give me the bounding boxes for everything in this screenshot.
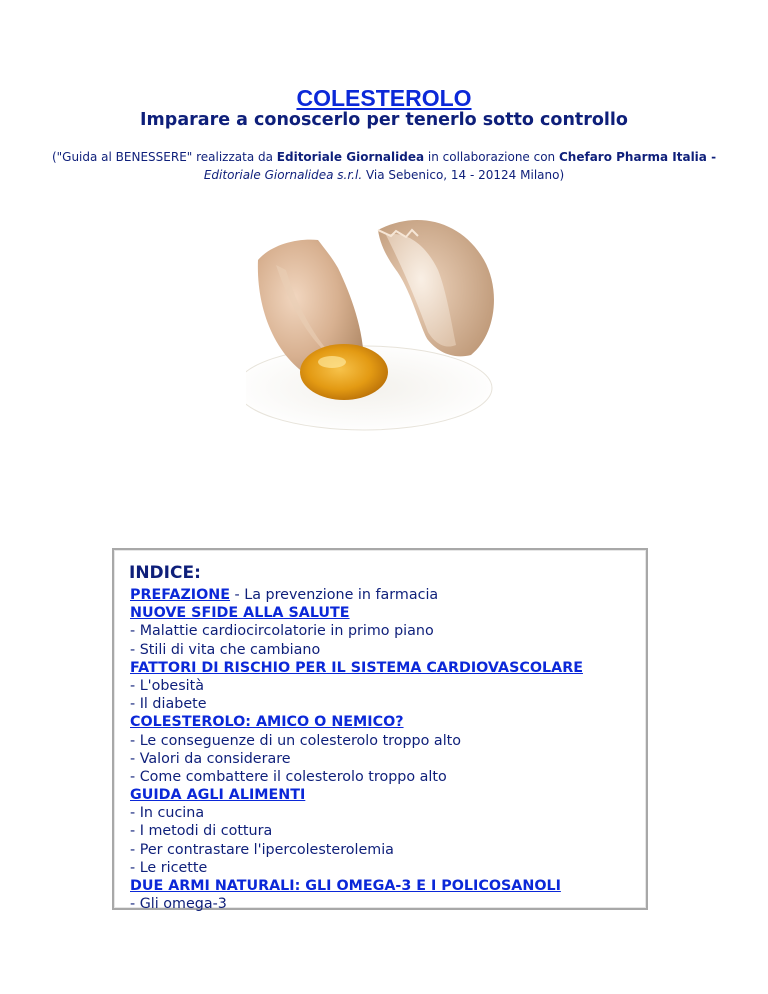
index-row-section-3 xyxy=(130,713,640,731)
link-guida-alimenti[interactable]: GUIDA AGLI ALIMENTI xyxy=(130,787,306,804)
index-item: - I metodi di cottura xyxy=(130,823,273,840)
index-item: - Valori da considerare xyxy=(130,750,291,767)
page-subtitle: Imparare a conoscerlo per tenerlo sotto controllo xyxy=(140,110,628,130)
link-due-armi[interactable]: DUE ARMI NATURALI: GLI OMEGA-3 E I POLICOSANOLI xyxy=(130,878,561,894)
link-nuove-sfide[interactable]: NUOVE SFIDE ALLA SALUTE xyxy=(130,605,350,622)
link-prefazione[interactable]: PREFAZIONE xyxy=(130,587,231,603)
page-title[interactable]: COLESTEROLO xyxy=(296,85,472,111)
link-colesterolo[interactable]: COLESTEROLO: AMICO O NEMICO? xyxy=(130,714,404,731)
credits-open: ("Guida al BENESSERE" realizzata da xyxy=(51,150,277,164)
prefazione-desc: - La prevenzione in farmacia xyxy=(230,587,439,603)
index-row-section-4 xyxy=(130,786,640,804)
credits-company: Editoriale Giornalidea s.r.l. xyxy=(203,168,363,182)
credits-mid: in collaborazione con xyxy=(424,150,559,164)
index-list xyxy=(130,586,640,913)
index-item: - Le conseguenze di un colesterolo troppo alto xyxy=(130,732,462,749)
index-item: - Gli omega-3 xyxy=(130,896,227,913)
credits-address: Via Sebenico, 14 - 20124 Milano) xyxy=(362,168,565,182)
index-item: - L'obesità xyxy=(130,677,205,694)
index-title: INDICE: xyxy=(129,563,201,583)
credits-publisher: Editoriale Giornalidea xyxy=(276,150,425,164)
index-row-section-5 xyxy=(130,877,640,895)
index-item: - In cucina xyxy=(130,805,205,822)
index-item: - Come combattere il colesterolo troppo alto xyxy=(130,768,447,785)
index-row-section-1 xyxy=(130,604,640,622)
index-box xyxy=(112,548,648,913)
index-item: - Malattie cardiocircolatorie in primo piano xyxy=(130,623,434,640)
index-item: - Il diabete xyxy=(130,696,207,713)
index-item: - Stili di vita che cambiano xyxy=(130,641,321,658)
egg-photo xyxy=(246,190,521,460)
credits-note xyxy=(40,148,728,184)
index-item: - Le ricette xyxy=(130,859,208,876)
credits-partner: Chefaro Pharma Italia - xyxy=(558,150,717,164)
index-row-section-2 xyxy=(130,659,640,677)
link-fattori-rischio[interactable]: FATTORI DI RISCHIO PER IL SISTEMA CARDIOVASCOLARE xyxy=(130,659,583,676)
index-item: - Per contrastare l'ipercolesterolemia xyxy=(130,841,394,858)
index-row-prefazione xyxy=(130,586,640,604)
